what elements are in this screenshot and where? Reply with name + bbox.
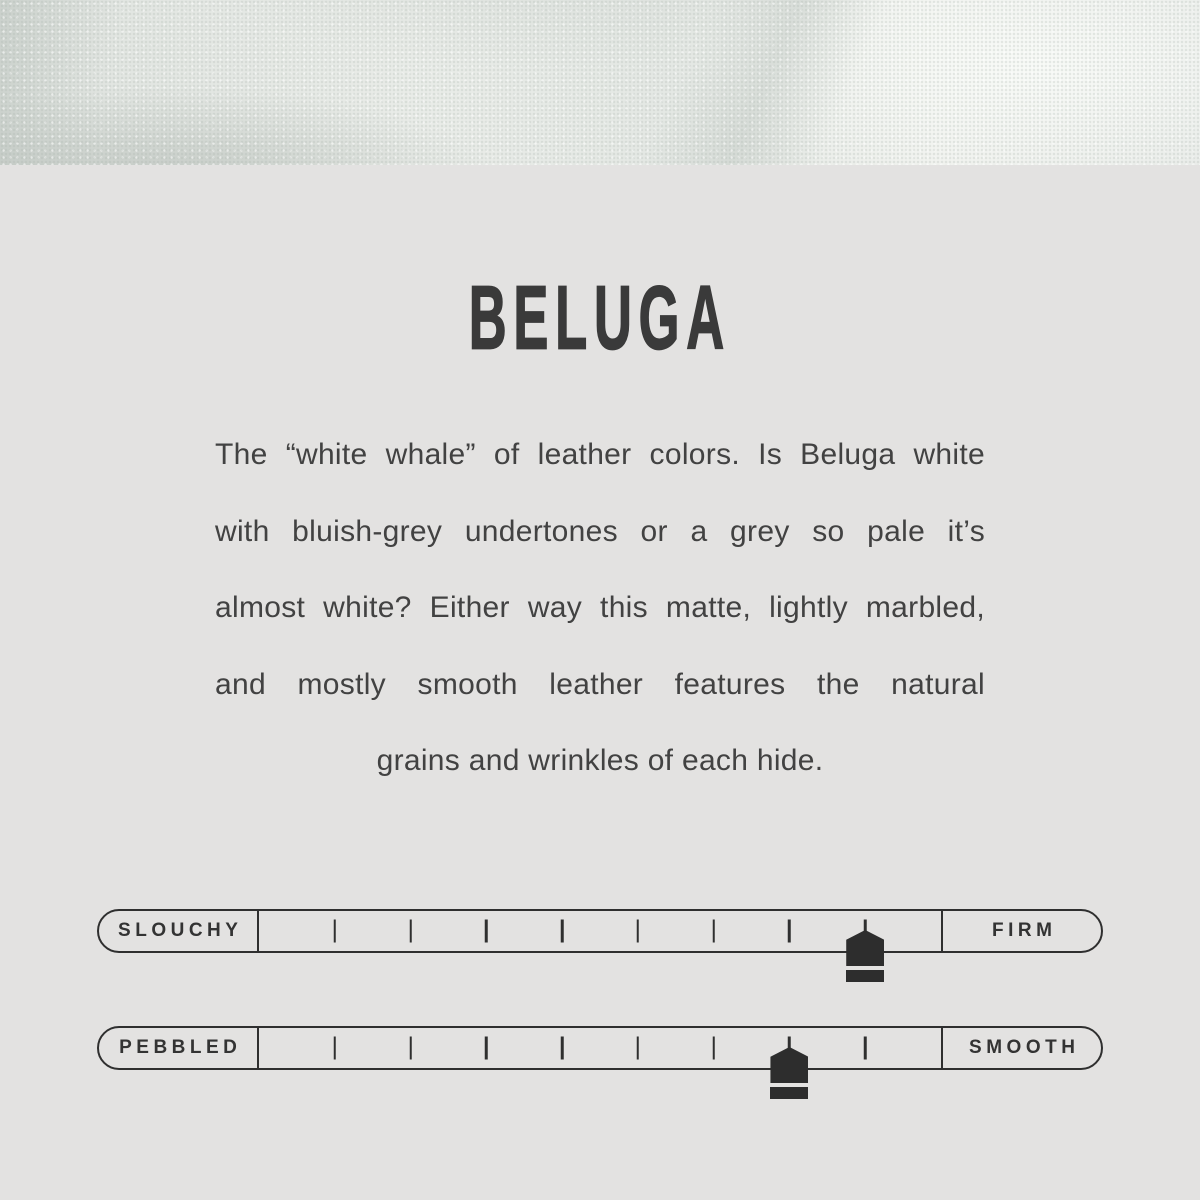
description-line: grains and wrinkles of each hide.: [376, 744, 824, 777]
marker-pointer-icon: [770, 1047, 808, 1083]
texture-scale: [97, 1026, 1103, 1070]
tick-mark: [485, 1037, 488, 1060]
description-line: and mostly smooth leather features the natural: [215, 667, 985, 701]
scale-right-label: [941, 911, 1101, 951]
scale-marker: [846, 930, 884, 982]
tick-mark: [485, 920, 488, 943]
description-line: almost white? Either way this matte, lightly marbled,: [215, 591, 985, 624]
tick-mark: [788, 920, 791, 943]
title-row: [0, 268, 1200, 368]
tick-mark: [334, 1037, 337, 1060]
scale-right-label: [941, 1028, 1101, 1068]
description-line: The “white whale” of leather colors. Is Beluga white: [215, 438, 985, 471]
tick-mark: [637, 920, 640, 943]
leather-texture-image: [0, 0, 1200, 165]
scale-left-label: [99, 1028, 259, 1068]
page-title: BELUGA: [468, 268, 732, 368]
tick-mark: [712, 920, 715, 943]
scale-track: [259, 911, 941, 951]
scale-right-label-text: FIRM: [992, 920, 1057, 941]
firmness-scale: [97, 909, 1103, 953]
scale-left-label-text: SLOUCHY: [118, 920, 243, 941]
tick-mark: [561, 920, 564, 943]
scale-right-label-text: SMOOTH: [969, 1037, 1080, 1058]
scale-left-label: [99, 911, 259, 951]
product-description: [215, 417, 985, 800]
marker-base: [770, 1087, 808, 1099]
description-line: with bluish-grey undertones or a grey so pale it’s: [215, 514, 985, 548]
tick-mark: [637, 1037, 640, 1060]
tick-mark: [561, 1037, 564, 1060]
scale-track: [259, 1028, 941, 1068]
marker-base: [846, 970, 884, 982]
tick-mark: [864, 1037, 867, 1060]
scale-marker: [770, 1047, 808, 1099]
marker-pointer-icon: [846, 930, 884, 966]
tick-mark: [409, 920, 412, 943]
scale-left-label-text: PEBBLED: [119, 1037, 242, 1058]
tick-mark: [409, 1037, 412, 1060]
tick-mark: [334, 920, 337, 943]
tick-mark: [712, 1037, 715, 1060]
